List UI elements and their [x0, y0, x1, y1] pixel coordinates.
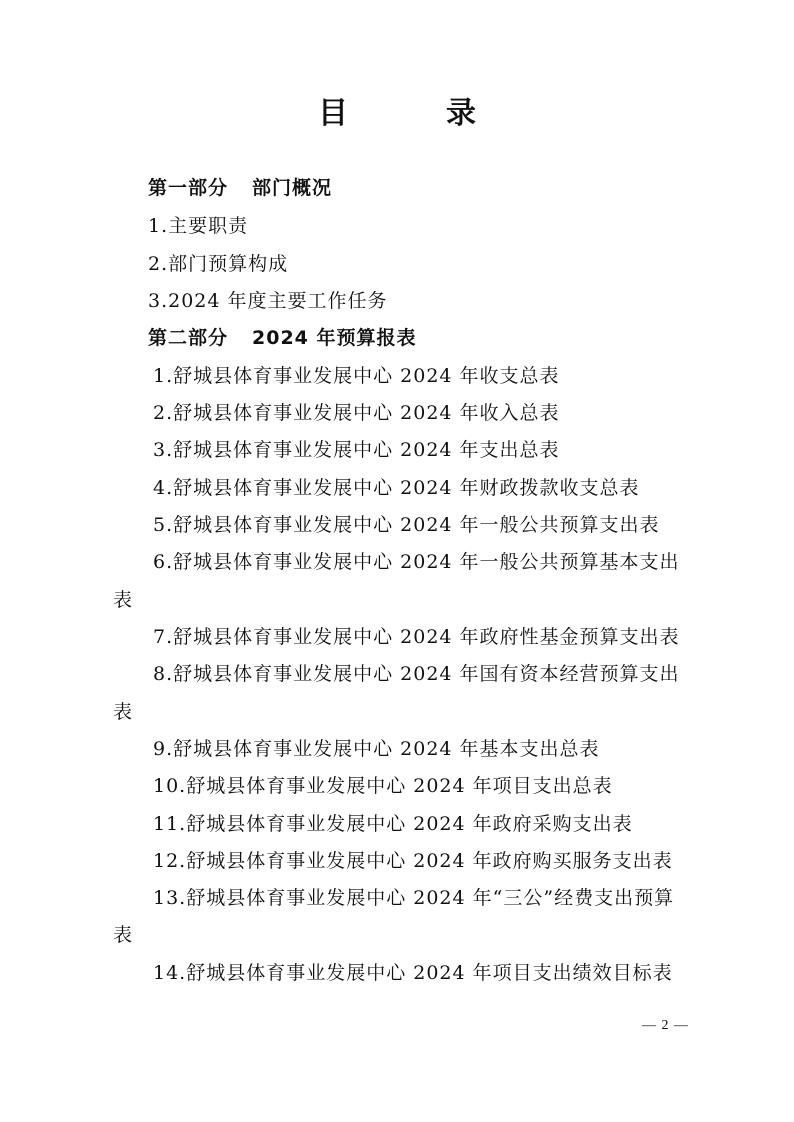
toc-item: 10.舒城县体育事业发展中心 2024 年项目支出总表: [153, 775, 613, 797]
part2-heading: [148, 325, 417, 351]
toc-item: 9.舒城县体育事业发展中心 2024 年基本支出总表: [153, 738, 600, 760]
toc-item: 2.舒城县体育事业发展中心 2024 年收入总表: [153, 402, 560, 424]
part2-heading-title: 2024 年预算报表: [252, 327, 417, 349]
toc-item-wrap: 表: [113, 701, 134, 723]
toc-item: 3.舒城县体育事业发展中心 2024 年支出总表: [153, 439, 560, 461]
toc-item: 1.舒城县体育事业发展中心 2024 年收支总表: [153, 365, 560, 387]
part2-heading-label: 第二部分: [148, 327, 229, 349]
toc-item: 3.2024 年度主要工作任务: [148, 290, 388, 312]
toc-item: 13.舒城县体育事业发展中心 2024 年“三公”经费支出预算: [153, 887, 675, 909]
document-title: 目 录: [318, 96, 510, 131]
toc-item: 12.舒城县体育事业发展中心 2024 年政府购买服务支出表: [153, 850, 673, 872]
part1-heading-label: 第一部分: [148, 177, 229, 199]
toc-item: 5.舒城县体育事业发展中心 2024 年一般公共预算支出表: [153, 514, 660, 536]
part1-heading-title: 部门概况: [252, 177, 333, 199]
toc-item: 2.部门预算构成: [148, 253, 289, 275]
toc-item: 4.舒城县体育事业发展中心 2024 年财政拨款收支总表: [153, 477, 640, 499]
toc-item: 14.舒城县体育事业发展中心 2024 年项目支出绩效目标表: [153, 962, 673, 984]
toc-item: 7.舒城县体育事业发展中心 2024 年政府性基金预算支出表: [153, 626, 680, 648]
toc-item-wrap: 表: [113, 924, 134, 946]
toc-item: 6.舒城县体育事业发展中心 2024 年一般公共预算基本支出: [153, 551, 680, 573]
page-number: — 2 —: [642, 1018, 689, 1033]
part1-heading: [148, 175, 332, 201]
toc-item: 11.舒城县体育事业发展中心 2024 年政府采购支出表: [153, 813, 633, 835]
toc-item: 8.舒城县体育事业发展中心 2024 年国有资本经营预算支出: [153, 663, 680, 685]
toc-item-wrap: 表: [113, 589, 134, 611]
toc-item: 1.主要职责: [148, 215, 249, 237]
